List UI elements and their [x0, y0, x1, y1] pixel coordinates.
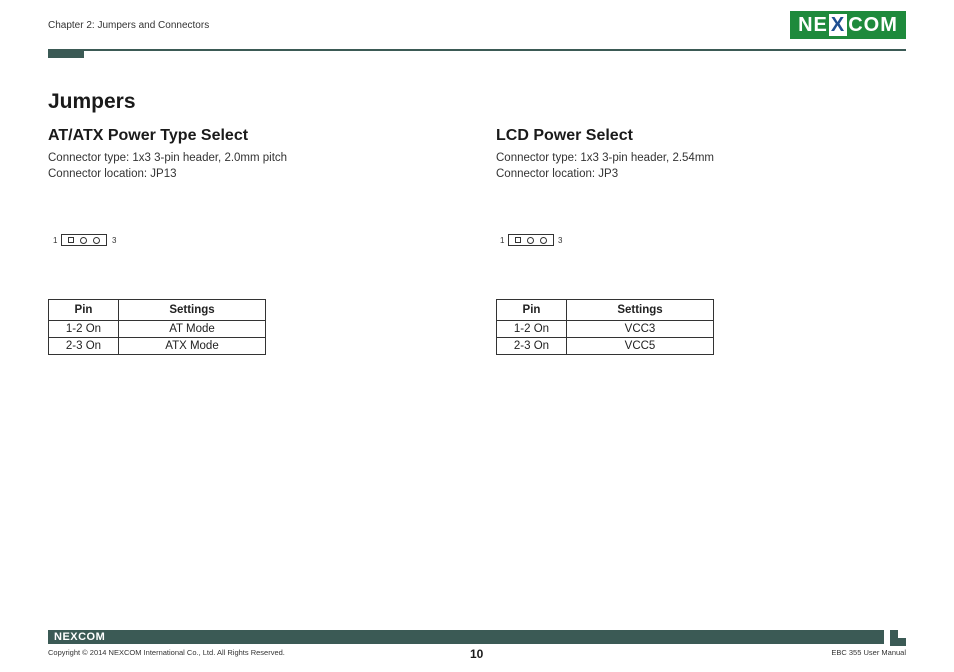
connector-location-atx: Connector location: JP13: [48, 168, 177, 180]
logo-text-right: COM: [848, 13, 898, 36]
logo-text-left: NE: [798, 13, 828, 36]
page-title: Jumpers: [48, 90, 136, 113]
table-cell-setting: VCC3: [567, 321, 714, 338]
table-cell-pin: 1-2 On: [497, 321, 567, 338]
table-row: [497, 338, 714, 355]
table-header-settings: Settings: [119, 300, 266, 321]
table-header-pin: Pin: [497, 300, 567, 321]
section-title-lcd: LCD Power Select: [496, 127, 633, 144]
table-row: [49, 321, 266, 338]
footer-bar: [48, 630, 884, 644]
logo-x-mark: X: [830, 13, 846, 36]
page-number: 10: [470, 647, 484, 661]
footer-corner-block: [890, 638, 898, 646]
pin-label-3: 3: [558, 236, 563, 245]
pin-label-3: 3: [112, 236, 117, 245]
manual-name: EBC 355 User Manual: [831, 648, 906, 657]
nexcom-logo: [790, 11, 906, 39]
header-rule: [48, 49, 906, 51]
table-header-row: [49, 300, 266, 321]
jumper-table-atx: [48, 299, 266, 355]
footer-corner-block: [890, 630, 898, 638]
chapter-title: Chapter 2: Jumpers and Connectors: [48, 20, 210, 31]
table-cell-setting: AT Mode: [119, 321, 266, 338]
table-row: [497, 321, 714, 338]
pin-label-1: 1: [500, 236, 505, 245]
pin-circle-icon: [80, 237, 87, 244]
pin-circle-icon: [527, 237, 534, 244]
table-cell-setting: ATX Mode: [119, 338, 266, 355]
pin-circle-icon: [540, 237, 547, 244]
pin-circle-icon: [93, 237, 100, 244]
pin-square-icon: [68, 237, 74, 243]
jumper-header-diagram: [508, 234, 554, 246]
pin-label-1: 1: [53, 236, 58, 245]
table-header-settings: Settings: [567, 300, 714, 321]
table-cell-pin: 1-2 On: [49, 321, 119, 338]
table-row: [49, 338, 266, 355]
pin-square-icon: [515, 237, 521, 243]
jumper-table-lcd: [496, 299, 714, 355]
connector-type-atx: Connector type: 1x3 3-pin header, 2.0mm pitch: [48, 152, 288, 164]
jumper-header-diagram: [61, 234, 107, 246]
connector-location-lcd: Connector location: JP3: [496, 168, 619, 180]
footer-corner-block: [898, 638, 906, 646]
table-cell-pin: 2-3 On: [49, 338, 119, 355]
header-rule-accent: [48, 49, 84, 58]
table-cell-setting: VCC5: [567, 338, 714, 355]
section-title-atx: AT/ATX Power Type Select: [48, 127, 249, 144]
connector-type-lcd: Connector type: 1x3 3-pin header, 2.54mm: [496, 152, 714, 164]
table-header-pin: Pin: [49, 300, 119, 321]
table-cell-pin: 2-3 On: [497, 338, 567, 355]
footer-logo: NEXCOM: [54, 631, 106, 643]
copyright-text: Copyright © 2014 NEXCOM International Co., Ltd. All Rights Reserved.: [48, 648, 285, 657]
table-header-row: [497, 300, 714, 321]
